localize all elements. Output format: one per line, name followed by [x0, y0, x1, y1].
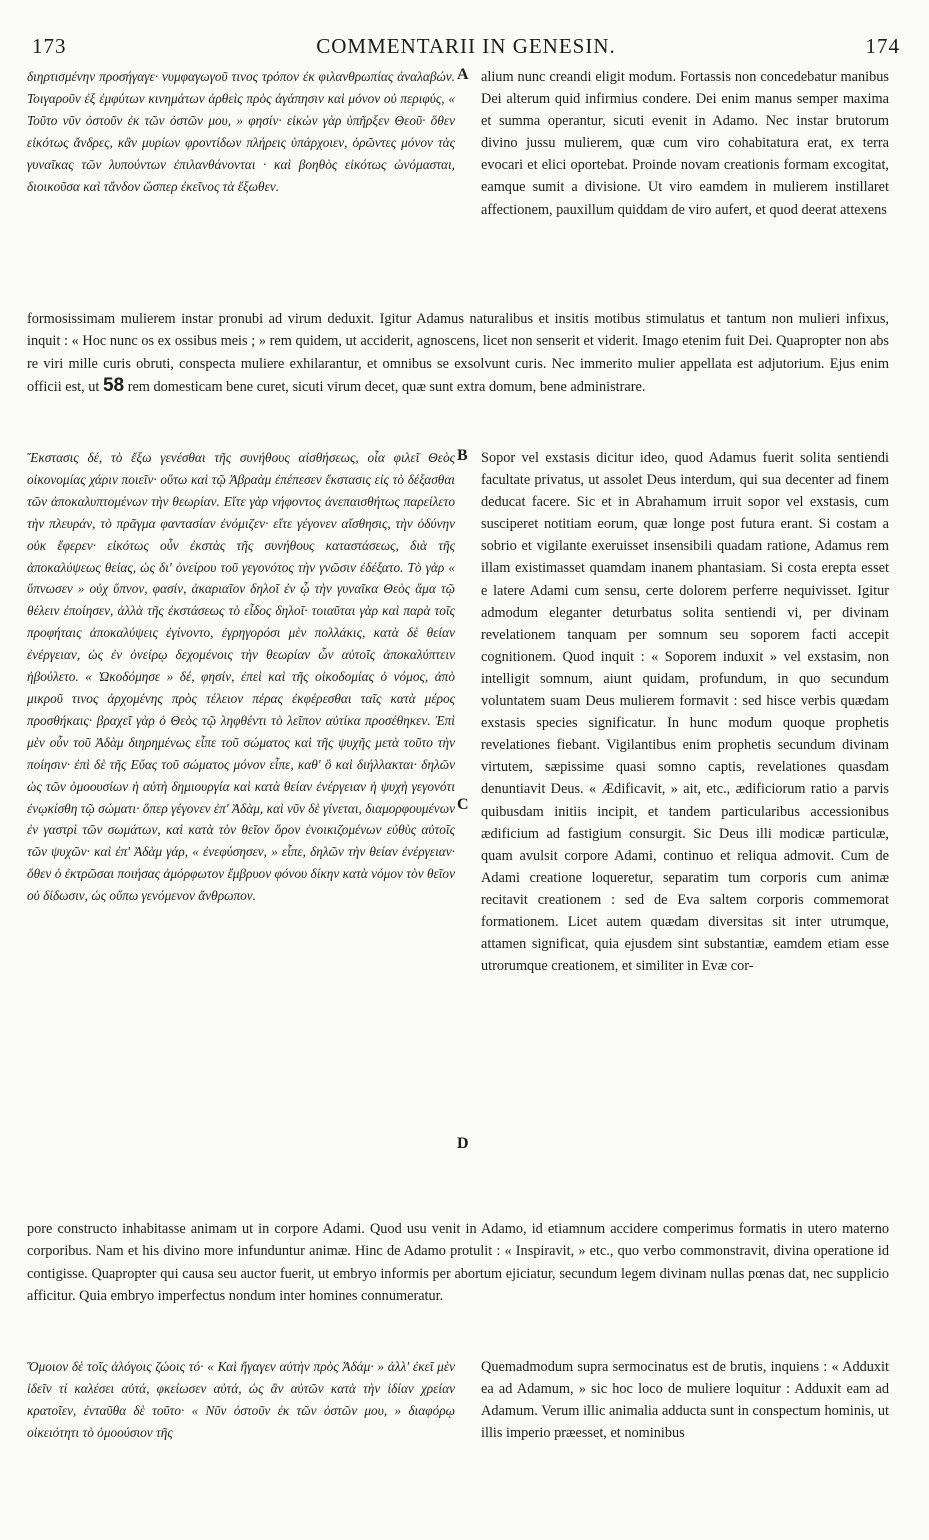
page-number-left: 173	[32, 34, 67, 58]
full-paragraph-1-text-a: formosissimam mulierem instar pronubi ad virum deduxit. Igitur Adamus naturalibus et insitis motibus stimulatus et tantum non mulieri infixus, inquit : « Hoc nunc os ex ossibus meis ; » rem quidem, ut acciderit, agnoscens, licet non senserit et viderit. Imago etenim fuit Dei. Quapropter non abs re viri mille curis obruti, conspecta muliere exhilarantur, et omnibus se exsolvunt curis. Nec immerito mulier appellata est adjutorium. Ejus enim officii est, ut	[27, 311, 889, 395]
greek-column-1: διηρτισμένην προσήγαγε· νυμφαγωγοῦ τινος τρόπον ἐκ φιλανθρωπίας ἀναλαβών. Τοιγαροῦν ἐξ ἐμφύτων κινημάτων ἀρθεὶς πρὸς ἀγάπησιν καὶ μόνον οὐ περιφύς, « Τοῦτο νῦν ὀστοῦν ἐκ τῶν ὀστῶν μου, » φησίν· εἰκὼν γὰρ ὑπῆρξεν Θεοῦ· ὅθεν εἰκότως ἄνδρες, κἂν μυρίων φροντίδων πλήρεις ὑπάρχοιεν, ὁρῶντες μόνον τὰς γυναῖκας τῶν λυπούντων ἐπιλανθάνονται · καὶ βοηθὸς εἰκότως ὠνόμασται, διοικοῦσα καὶ τἄνδον ὥσπερ ἐκεῖνος τὰ ἔξωθεν.	[27, 69, 455, 194]
latin-column-2: Sopor vel exstasis dicitur ideo, quod Adamus fuerit solita sentiendi facultate privatus, ut assolet Deus interdum, qui sua decenter ad finem deducat facere. Sic et in Abrahamum irruit sopor vel exstasis, cum susciperet notitiam eorum, quæ longe post futura erant. Si costam a sobrio et vigilante exeruisset insensibili quadam ratione, Adamus rem illam existimasset quamdam inanem phantasiam. Si costa erepta esset e latere Adami cum sensu, certe dolorem perferre nequivisset. Igitur admodum eleganter deturbatus solita sentiendi vi, per divinam revelationem tanquam per somnum seu soporem facti accepit cognitionem. Quod inquit : « Soporem induxit » vel exstasim, non intelligit somnum, aiunt quidam, profundum, in quo secundum voluntatem suam Deus mulierem formavit : sed hisce verbis quædam exstasis species significatur. In hunc modum quoque prophetis revelationes fiebant. Vigilantibus enim prophetis secundum divinam virtutem, sæpissime quasi somno captis, revelationes quasdam denuntiavit Deus. « Ædificavit, » ait, etc., ædificiorum ratio a parvis quibusdam initiis incipit, et tandem particularibus accessionibus ædificium ad fastigium consurgit. Sic Deus illi modicæ particulæ, quam avulsit corpore Adami, continuo et reliqua admovit. Cum de Adami creatione loqueretur, separatim tum corporis cum animæ recitavit creationem : sed de Eva saltem corporis commemorat formationem. Licet autem quædam diversitas sit inter utrumque, attamen significat, quia ejusdem sint substantiæ, eamdem etiam esse utrorumque creationem, et similiter in Evæ cor-	[481, 450, 889, 975]
section-marker-b: B	[457, 447, 468, 464]
full-width-paragraph-2: pore constructo inhabitasse animam ut in corpore Adami. Quod usu venit in Adamo, id etiamnum accidere comperimus formatis in utero materno corporibus. Nam et his divino more infunduntur animæ. Hinc de Adamo protulit : « Inspiravit, » etc., quo verbo commonstravit, divina operatione id contigisse. Quapropter qui causa seu auctor fuerit, ut embryo informis per abortum ejiciatur, secundum legem divinam nullas pœnas dat, nec supplicio afficitur. Quia embryo imperfectus nondum inter homines connumeratur.	[27, 1221, 889, 1304]
running-header	[32, 34, 900, 64]
latin-column-1: alium nunc creandi eligit modum. Fortassis non concedebatur manibus Dei alterum quid infirmius condere. Dei enim manus semper maxima et summa operantur, sicuti evenit in Adamo. Nec instar brutorum divino jussu mulierem, quæ cum viro cohabitatura erat, ex terra evocari et elici oportebat. Proinde novam creationis formam excogitat, eamque sumit a divisione. Ut viro eamdem in mulierem instillaret affectionem, pauxillum quiddam de viro aufert, et quod deerat attexens	[481, 69, 889, 218]
running-title: COMMENTARII IN GENESIN.	[316, 34, 616, 58]
section-marker-d: D	[457, 1135, 469, 1152]
latin-column-3: Quemadmodum supra sermocinatus est de brutis, inquiens : « Adduxit ea ad Adamum, » sic hoc loco de muliere loquitur : Adduxit eam ad Adamum. Verum illic animalia adducta sunt in conspectum hominis, ut illis imperio præesset, et nominibus	[481, 1359, 889, 1442]
page-number-right: 174	[865, 34, 900, 58]
section-marker-a: A	[457, 66, 469, 83]
inline-page-number: 58	[102, 374, 125, 396]
greek-column-2: Ἔκστασις δέ, τὸ ἔξω γενέσθαι τῆς συνήθους αἰσθήσεως, οἷα φιλεῖ Θεὸς οἰκονομίας χάριν ποιεῖν· οὕτω καὶ τῷ Ἀβραὰμ ἐπέπεσεν ἔκστασις εἰς τὸ δέξασθαι τῶν ἀποκαλυπτομένων τὴν θεωρίαν. Εἴτε γὰρ νήφοντος ἀνεπαισθήτως παρείλετο τὴν πλευράν, τὸ πρᾶγμα φαντασίαν ἐνόμιζεν· εἴτε γέγονεν αἴσθησις, τὴν ὀδύνην οὐκ ἔφερεν· εἰκότως οὖν ἐκστὰς τῆς συνήθους καταστάσεως, διὰ τῆς ἀποκαλύψεως θείας, ὡς δι' ὀνείρου τοῦ γεγονότος τὴν γνῶσιν ἐδέξατο. Τὸ γὰρ « ὕπνωσεν » οὐχ ὕπνον, φασίν, ἀκαριαῖον δηλοῖ ἐν ᾧ τὴν γυναῖκα Θεὸς ἅμα τῷ θέλειν ἐποίησεν, ἀλλὰ τῆς ἐκστάσεως τὸ εἶδος δηλοῖ· τοιαῦται γὰρ καὶ παρὰ τοῖς προφήταις ἀποκαλύψεις ἐγίνοντο, ἐγρηγορόσι μὲν πολλάκις, κατὰ δὲ θείαν ἐνέργειαν, ὡς ἐν ὀνείρῳ δεχομένοις τὴν θεωρίαν ὧν αὐτοῖς ἀποκαλύπτειν ἠβούλετο. « Ὠκοδόμησε » δέ, φησίν, ἐπεὶ καὶ τῆς οἰκοδομίας ὁ νόμος, ἀπὸ μικροῦ τινος ἀρχομένης πρὸς τέλειον πέρας ἐκφέρεσθαι ταῖς κατὰ μέρος προσθήκαις· βραχεῖ γὰρ ὁ Θεὸς τῷ ληφθέντι τὸ λεῖπον αὐτίκα προσέθηκεν. Ἐπὶ μὲν οὖν τοῦ Ἀδὰμ διηρημένως εἶπε τοῦ σώματος καὶ τῆς ψυχῆς μετὰ τοῦτο τὴν ποίησιν· ἐπὶ δὲ τῆς Εὔας τοῦ σώματος μόνον εἶπε, καθ' ὃ καὶ διήλλακται· δηλῶν ὡς τῶν ὁμοουσίων ἡ αὐτὴ δημιουργία καὶ κατὰ θείαν ἐνέργειαν ἡ ψυχὴ γεγονότι ἐνῳκίσθη τῷ σώματι· ὅπερ γέγονεν ἐπ' Ἀδὰμ, καὶ νῦν δὲ γίνεται, διαμορφουμένων ἐν γαστρὶ τῶν σωμάτων, καὶ κατὰ τὸν θεῖον ὅρον ἐνοικιζομένων εὐθὺς αὐτοῖς τῶν ψυχῶν· καὶ ἐπ' Ἀδὰμ γάρ, « ἐνεφύσησεν, » εἶπε, δηλῶν τὴν θείαν ἐνέργειαν· ὅθεν ὁ ἐκτρῶσαι ποιήσας ἀμόρφωτον ἔμβρυον φόνου δίκην κατὰ νόμον τὸν θεῖον οὐ δίδωσιν, ὡς οὔπω γενόμενον ἄνθρωπον.	[27, 450, 455, 904]
full-paragraph-1-text-b: rem domesticam bene curet, sicuti virum decet, quæ sunt extra domum, bene administrare.	[124, 378, 646, 395]
section-marker-c: C	[457, 796, 469, 813]
greek-column-3: Ὅμοιον δὲ τοῖς ἀλόγοις ζώοις τό· « Καὶ ἤγαγεν αὐτὴν πρὸς Ἀδάμ· » ἀλλ' ἐκεῖ μὲν ἰδεῖν τί καλέσει αὐτά, φκείωσεν αὐτά, ὡς ἂν αὐτῶν κατὰ τὴν ἰδίαν χρείαν κρατοῖεν, ἐνταῦθα δὲ τοῦτο· « Νῦν ὀστοῦν ἐκ τῶν ὀστῶν μου, » διαφόρῳ οἰκειότητι τὸ ὁμοούσιον τῆς	[27, 1359, 455, 1440]
full-width-paragraph-1	[27, 308, 889, 444]
